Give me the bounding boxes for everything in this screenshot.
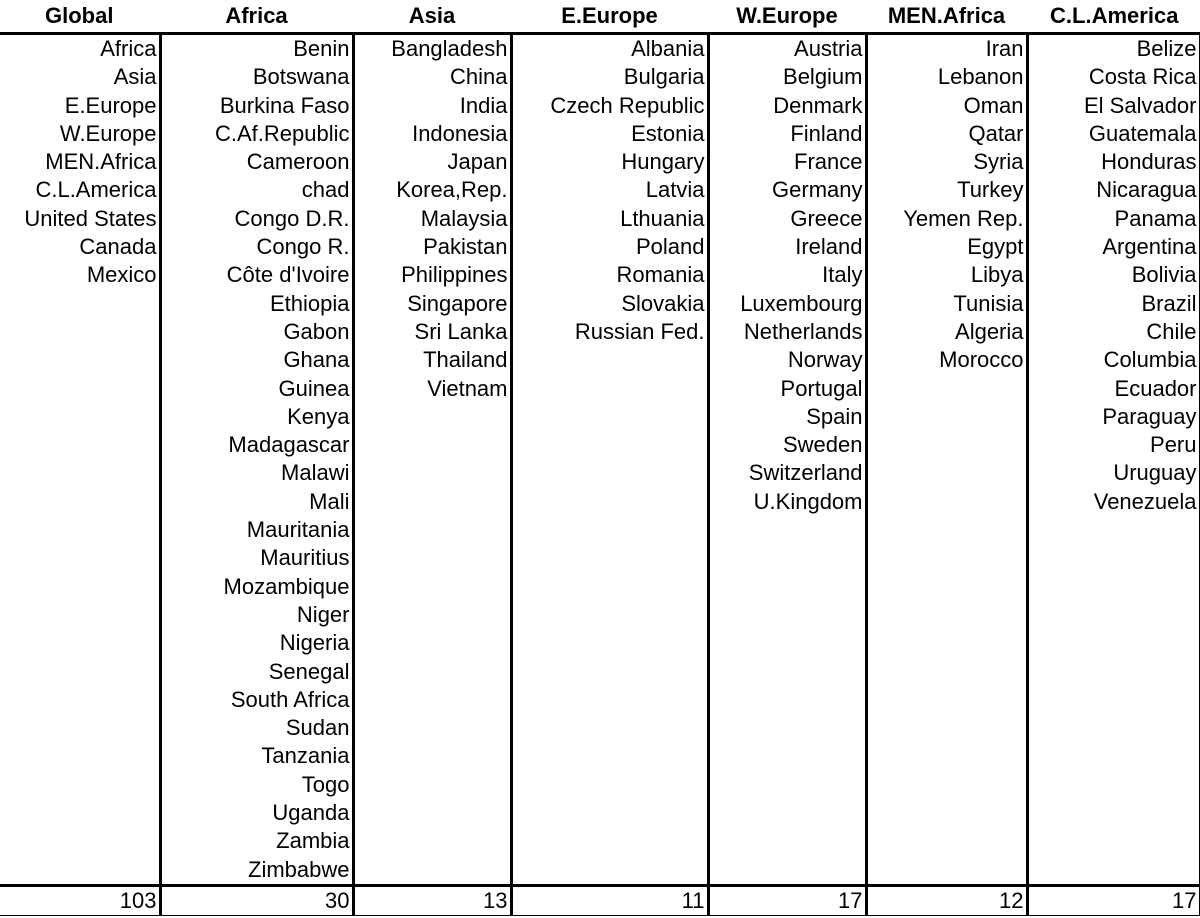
list-item: China [450, 64, 508, 90]
list-item: Latvia [645, 177, 705, 203]
list-item: Estonia [631, 120, 705, 146]
list-item: Mexico [86, 262, 157, 288]
list-item: Germany [772, 177, 863, 203]
list-item: Qatar [968, 120, 1024, 146]
count-e-europe: 11 [511, 885, 708, 915]
list-item: Bolivia [1131, 262, 1197, 288]
list-item: Libya [970, 262, 1024, 288]
list-item: Denmark [773, 92, 863, 118]
list-item: Sweden [782, 432, 863, 458]
list-item: Togo [301, 771, 350, 797]
list-item: Korea,Rep. [396, 177, 508, 203]
list-item: Lebanon [937, 64, 1024, 90]
list-item: Singapore [407, 290, 508, 316]
list-item: Malawi [281, 460, 350, 486]
list-item: Zambia [276, 828, 350, 854]
count-africa: 30 [160, 885, 353, 915]
list-item: Czech Republic [550, 92, 705, 118]
list-item: El Salvador [1083, 92, 1197, 118]
list-item: Russian Fed. [574, 318, 705, 344]
list-item: Bangladesh [391, 36, 508, 61]
column-header-men-africa: MEN.Africa [866, 0, 1027, 34]
column-header-e-europe: E.Europe [511, 0, 708, 34]
list-item: Sudan [285, 715, 350, 741]
list-item: Venezuela [1093, 488, 1197, 514]
list-item: Tunisia [953, 290, 1024, 316]
list-item: Ecuador [1114, 375, 1197, 401]
list-item: Belize [1136, 36, 1197, 61]
list-item: Cameroon [246, 149, 350, 175]
list-item: Philippines [401, 262, 508, 288]
count-w-europe: 17 [708, 885, 866, 915]
list-item: Yemen Rep. [903, 205, 1024, 231]
list-item: Syria [973, 149, 1024, 175]
list-item: Netherlands [743, 318, 863, 344]
list-item: Peru [1150, 432, 1197, 458]
list-item: Luxembourg [740, 290, 863, 316]
column-list-men-africa [866, 34, 1027, 886]
list-item: Ireland [795, 234, 863, 260]
column-list-asia [353, 34, 511, 886]
list-item: Côte d'Ivoire [226, 262, 350, 288]
list-item: Honduras [1101, 149, 1197, 175]
count-global: 103 [0, 885, 160, 915]
list-item: Uganda [272, 800, 350, 826]
list-item: Congo D.R. [234, 205, 350, 231]
list-item: Africa [100, 36, 157, 61]
list-item: France [794, 149, 863, 175]
list-item: United States [24, 205, 157, 231]
list-item: South Africa [230, 686, 350, 712]
list-item: Guinea [278, 375, 350, 401]
list-item: India [459, 92, 508, 118]
list-item: C.L.America [35, 177, 157, 203]
list-item: U.Kingdom [753, 488, 863, 514]
list-item: Italy [822, 262, 863, 288]
list-item: Finland [790, 120, 863, 146]
list-item: Nicaragua [1096, 177, 1197, 203]
list-item: Oman [963, 92, 1024, 118]
list-item: Iran [985, 36, 1024, 61]
list-item: Portugal [780, 375, 863, 401]
list-item: Mauritius [260, 545, 350, 571]
column-list-w-europe [708, 34, 866, 886]
list-item: Botswana [252, 64, 350, 90]
list-item: Greece [790, 205, 863, 231]
list-item: Pakistan [423, 234, 508, 260]
column-list-africa [160, 34, 353, 886]
list-item: Gabon [283, 318, 350, 344]
list-item: Tanzania [261, 743, 350, 769]
list-item: Brazil [1141, 290, 1197, 316]
list-item: Spain [806, 403, 863, 429]
list-item: Burkina Faso [219, 92, 350, 118]
list-item: Ethiopia [269, 290, 350, 316]
list-item: Panama [1114, 205, 1197, 231]
column-list-global [0, 34, 160, 886]
list-item: chad [301, 177, 350, 203]
list-item: Argentina [1102, 234, 1197, 260]
list-item: Slovakia [621, 290, 705, 316]
list-item: Switzerland [748, 460, 863, 486]
list-item: Uruguay [1113, 460, 1197, 486]
list-item: Egypt [967, 234, 1024, 260]
list-item: Japan [447, 149, 508, 175]
column-header-africa: Africa [160, 0, 353, 34]
list-item: Congo R. [256, 234, 350, 260]
column-list-c-l-america [1027, 34, 1200, 886]
count-asia: 13 [353, 885, 511, 915]
list-item: MEN.Africa [45, 149, 157, 175]
column-list-e-europe [511, 34, 708, 886]
list-item: Chile [1146, 318, 1197, 344]
list-item: Benin [293, 36, 350, 61]
list-item: Albania [631, 36, 705, 61]
list-item: Costa Rica [1088, 64, 1197, 90]
list-item: Lthuania [620, 205, 705, 231]
list-item: Canada [79, 234, 157, 260]
list-item: Norway [787, 347, 863, 373]
list-item: Algeria [955, 318, 1024, 344]
list-item: Austria [794, 36, 863, 61]
list-item: Niger [296, 601, 350, 627]
column-header-c-l-america: C.L.America [1027, 0, 1200, 34]
list-item: Belgium [783, 64, 863, 90]
header-row [0, 0, 1200, 34]
list-item: Mozambique [223, 573, 350, 599]
list-item: Mali [309, 488, 350, 514]
list-item: Mauritania [246, 517, 350, 543]
list-item: C.Af.Republic [214, 120, 350, 146]
list-item: Malaysia [420, 205, 508, 231]
list-item: Morocco [939, 347, 1024, 373]
list-item: Romania [616, 262, 705, 288]
count-row [0, 885, 1200, 915]
list-item: Zimbabwe [248, 856, 350, 882]
column-header-global: Global [0, 0, 160, 34]
list-item: Senegal [268, 658, 350, 684]
list-item: Bulgaria [623, 64, 705, 90]
column-header-asia: Asia [353, 0, 511, 34]
list-item: Ghana [283, 347, 350, 373]
list-item: Nigeria [279, 630, 350, 656]
column-header-w-europe: W.Europe [708, 0, 866, 34]
list-item: W.Europe [59, 120, 157, 146]
list-item: Vietnam [427, 375, 508, 401]
list-item: E.Europe [64, 92, 157, 118]
list-item: Paraguay [1102, 403, 1197, 429]
list-item: Madagascar [228, 432, 350, 458]
list-item: Hungary [621, 149, 705, 175]
list-item: Poland [635, 234, 705, 260]
count-men-africa: 12 [866, 885, 1027, 915]
list-item: Turkey [957, 177, 1024, 203]
list-item: Kenya [287, 403, 350, 429]
list-item: Asia [113, 64, 157, 90]
list-item: Sri Lanka [414, 318, 508, 344]
list-item: Guatemala [1088, 120, 1197, 146]
list-item: Indonesia [412, 120, 508, 146]
list-item: Thailand [423, 347, 508, 373]
list-item: Columbia [1103, 347, 1197, 373]
count-c-l-america: 17 [1027, 885, 1200, 915]
list-row [0, 34, 1200, 886]
